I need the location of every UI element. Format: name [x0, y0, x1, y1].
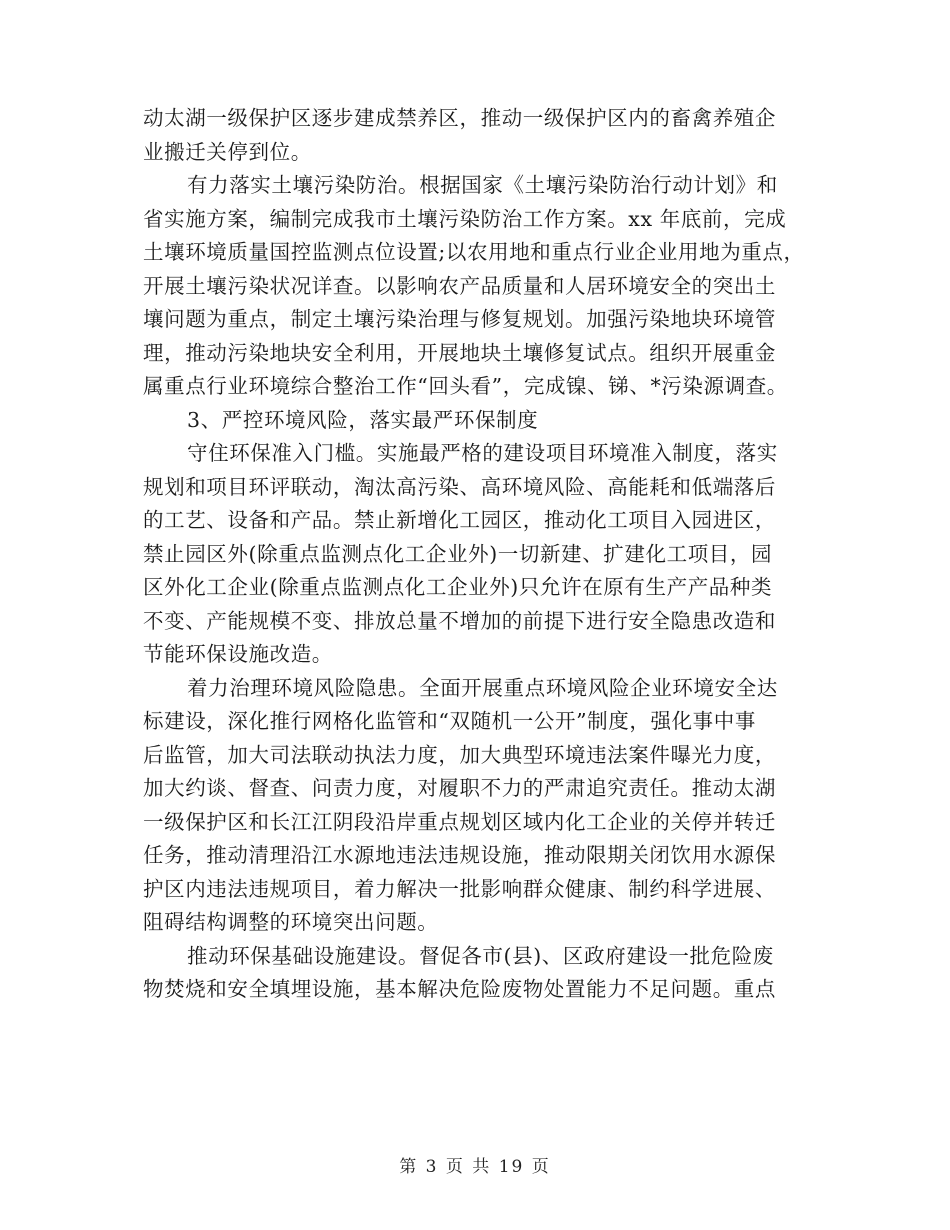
- text-line: 护区内违法违规项目，着力解决一批影响群众健康、制约科学进展、: [143, 876, 776, 901]
- text-line: 业搬迁关停到位。: [143, 139, 312, 164]
- text-line: 物焚烧和安全填埋设施，基本解决危险废物处置能力不足问题。重点: [143, 977, 776, 1001]
- document-body: [143, 102, 823, 1007]
- text-line: 的工艺、设备和产品。禁止新增化工园区，推动化工项目入园进区，: [143, 508, 776, 532]
- text-line: 省实施方案，编制完成我市土壤污染防治工作方案。xx 年底前，完成: [143, 206, 787, 231]
- text-line: 不变、产能规模不变、排放总量不增加的前提下进行安全隐患改造和: [143, 608, 776, 633]
- text-line: 标建设，深化推行网格化监管和“双随机一公开”制度，强化事中事: [143, 709, 756, 733]
- text-line: 禁止园区外(除重点监测点化工企业外)一切新建、扩建化工项目，园: [143, 541, 773, 566]
- text-line: 区外化工企业(除重点监测点化工企业外)只允许在原有生产产品种类: [143, 575, 773, 599]
- text-line: 理，推动污染地块安全利用，开展地块土壤修复试点。组织开展重金: [143, 340, 776, 365]
- paragraph-start-line: 着力治理环境风险隐患。全面开展重点环境风险企业环境安全达: [187, 675, 778, 700]
- text-line: 后监管，加大司法联动执法力度，加大典型环境违法案件曝光力度，: [143, 742, 776, 767]
- text-line: 动太湖一级保护区逐步建成禁养区，推动一级保护区内的畜禽养殖企: [143, 106, 776, 130]
- text-line: 开展土壤污染状况详查。以影响农产品质量和人居环境安全的突出土: [143, 273, 776, 298]
- paragraph-start-line: 守住环保准入门槛。实施最严格的建设项目环境准入制度，落实: [187, 441, 778, 465]
- text-line: 加大约谈、督查、问责力度，对履职不力的严肃追究责任。推动太湖: [143, 776, 776, 800]
- text-line: 阻碍结构调整的环境突出问题。: [143, 910, 439, 934]
- text-line: 节能环保设施改造。: [143, 642, 333, 666]
- text-line: 属重点行业环境综合整治工作“回头看”，完成镍、锑、*污染源调查。: [143, 374, 788, 398]
- section-heading: 3、严控环境风险，落实最严环保制度: [187, 407, 539, 432]
- paragraph-start-line: 有力落实土壤污染防治。根据国家《土壤污染防治行动计划》和: [187, 173, 778, 197]
- text-line: 壤问题为重点，制定土壤污染治理与修复规划。加强污染地块环境管: [143, 307, 776, 331]
- paragraph-start-line: 推动环保基础设施建设。督促各市(县)、区政府建设一批危险废: [187, 943, 774, 968]
- page-number-footer: 第 3 页 共 19 页: [399, 1157, 551, 1177]
- text-line: 土壤环境质量国控监测点位设置;以农用地和重点行业企业用地为重点，: [143, 240, 805, 264]
- text-line: 任务，推动清理沿江水源地违法违规设施，推动限期关闭饮用水源保: [143, 843, 776, 867]
- text-line: 一级保护区和长江江阴段沿岸重点规划区域内化工企业的关停并转迁: [143, 809, 776, 834]
- text-line: 规划和项目环评联动，淘汰高污染、高环境风险、高能耗和低端落后: [143, 474, 776, 499]
